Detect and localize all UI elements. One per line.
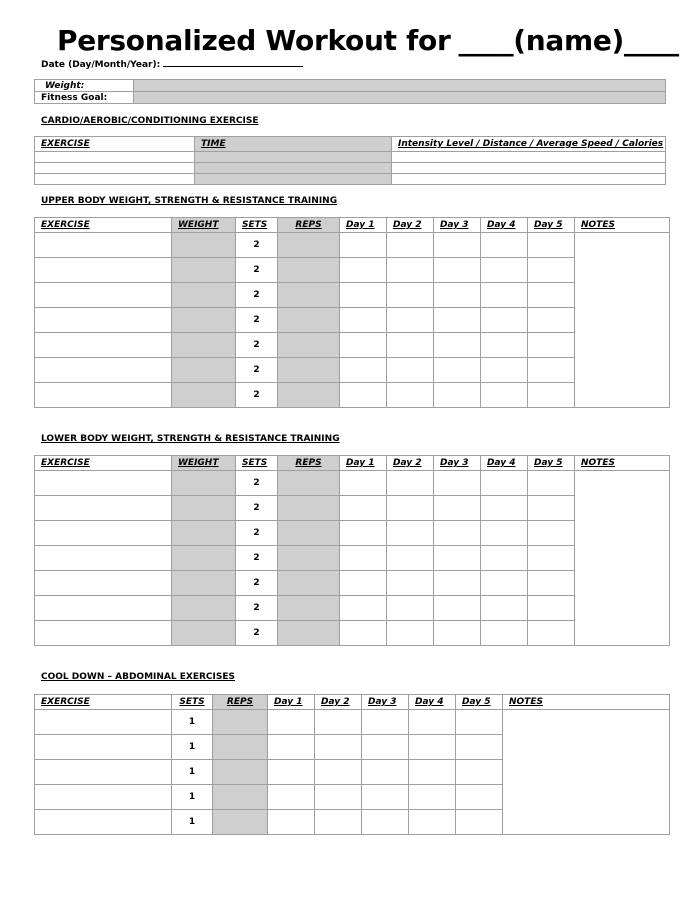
upper-day1-cell[interactable] [340,358,387,383]
cooldown-day5-cell[interactable] [456,710,503,735]
upper-header-day-1: Day 1 [340,218,387,233]
cooldown-exercise-cell[interactable] [35,710,172,735]
lower-exercise-cell[interactable] [35,546,172,571]
lower-exercise-cell[interactable] [35,496,172,521]
cardio-section-title: CARDIO/AEROBIC/CONDITIONING EXERCISE [41,116,259,126]
upper-exercise-cell[interactable] [35,258,172,283]
cardio-cell[interactable] [35,163,195,174]
upper-weight-cell[interactable] [172,358,236,383]
cooldown-day2-cell[interactable] [315,785,362,810]
cardio-header-time: TIME [195,137,392,152]
upper-day2-cell[interactable] [387,358,434,383]
upper-weight-cell[interactable] [172,383,236,408]
upper-day3-cell[interactable] [434,358,481,383]
upper-row [35,383,670,408]
lower-weight-cell[interactable] [172,571,236,596]
lower-weight-cell[interactable] [172,546,236,571]
cooldown-day3-cell[interactable] [362,810,409,835]
lower-row [35,571,670,596]
upper-day5-cell[interactable] [528,383,575,408]
lower-reps-cell[interactable] [278,471,340,496]
lower-weight-cell[interactable] [172,596,236,621]
cooldown-day2-cell[interactable] [315,735,362,760]
cardio-cell[interactable] [392,152,666,163]
cooldown-day2-cell[interactable] [315,760,362,785]
upper-day4-cell[interactable] [481,358,528,383]
lower-exercise-cell[interactable] [35,621,172,646]
cooldown-day3-cell[interactable] [362,785,409,810]
lower-day3-cell[interactable] [434,596,481,621]
cooldown-table [34,694,670,835]
lower-header-day-3: Day 3 [434,456,481,471]
upper-row [35,333,670,358]
lower-day4-cell[interactable] [481,471,528,496]
upper-day4-cell[interactable] [481,258,528,283]
lower-header-day-5: Day 5 [528,456,575,471]
date-field[interactable] [41,59,303,70]
lower-day1-cell[interactable] [340,546,387,571]
lower-row [35,621,670,646]
upper-day2-cell[interactable] [387,308,434,333]
lower-day1-cell[interactable] [340,496,387,521]
upper-reps-cell[interactable] [278,308,340,333]
upper-day3-cell[interactable] [434,308,481,333]
lower-sets-cell: 2 [236,471,278,496]
date-line[interactable] [163,59,303,67]
lower-day5-cell[interactable] [528,571,575,596]
lower-row [35,496,670,521]
cooldown-header-sets: SETS [172,695,213,710]
lower-reps-cell[interactable] [278,596,340,621]
cooldown-day3-cell[interactable] [362,710,409,735]
upper-sets-cell: 2 [236,383,278,408]
lower-sets-cell: 2 [236,496,278,521]
cooldown-exercise-cell[interactable] [35,760,172,785]
lower-day2-cell[interactable] [387,546,434,571]
lower-day5-cell[interactable] [528,546,575,571]
lower-header-sets: SETS [236,456,278,471]
cardio-cell[interactable] [392,163,666,174]
upper-table [34,217,670,408]
lower-exercise-cell[interactable] [35,596,172,621]
lower-header-exercise: EXERCISE [35,456,172,471]
lower-header-notes: NOTES [575,456,670,471]
upper-day2-cell[interactable] [387,258,434,283]
cooldown-header-day-4: Day 4 [409,695,456,710]
lower-header-day-1: Day 1 [340,456,387,471]
lower-exercise-cell[interactable] [35,521,172,546]
lower-weight-cell[interactable] [172,521,236,546]
lower-day4-cell[interactable] [481,546,528,571]
upper-weight-cell[interactable] [172,283,236,308]
lower-weight-cell[interactable] [172,621,236,646]
lower-header-reps: REPS [278,456,340,471]
cooldown-header-day-5: Day 5 [456,695,503,710]
lower-sets-cell: 2 [236,521,278,546]
lower-day3-cell[interactable] [434,496,481,521]
lower-day1-cell[interactable] [340,521,387,546]
upper-day4-cell[interactable] [481,383,528,408]
upper-day2-cell[interactable] [387,383,434,408]
upper-notes-cell[interactable] [575,233,670,408]
lower-header-day-2: Day 2 [387,456,434,471]
cooldown-day1-cell[interactable] [268,760,315,785]
lower-header-weight: WEIGHT [172,456,236,471]
cooldown-header-day-3: Day 3 [362,695,409,710]
upper-day1-cell[interactable] [340,233,387,258]
upper-day4-cell[interactable] [481,283,528,308]
cooldown-reps-cell[interactable] [213,735,268,760]
upper-exercise-cell[interactable] [35,283,172,308]
cooldown-day2-cell[interactable] [315,810,362,835]
lower-day3-cell[interactable] [434,621,481,646]
upper-row [35,233,670,258]
upper-exercise-cell[interactable] [35,308,172,333]
cooldown-section-title: COOL DOWN – ABDOMINAL EXERCISES [41,672,235,682]
lower-day4-cell[interactable] [481,571,528,596]
lower-exercise-cell[interactable] [35,571,172,596]
upper-sets-cell: 2 [236,258,278,283]
upper-header-day-3: Day 3 [434,218,481,233]
upper-day3-cell[interactable] [434,233,481,258]
upper-day2-cell[interactable] [387,283,434,308]
upper-reps-cell[interactable] [278,383,340,408]
upper-day5-cell[interactable] [528,283,575,308]
cooldown-day3-cell[interactable] [362,760,409,785]
cooldown-day1-cell[interactable] [268,710,315,735]
cooldown-day5-cell[interactable] [456,785,503,810]
cooldown-sets-cell: 1 [172,785,213,810]
cooldown-day5-cell[interactable] [456,760,503,785]
upper-row [35,258,670,283]
upper-day5-cell[interactable] [528,358,575,383]
cooldown-day3-cell[interactable] [362,735,409,760]
date-label: Date (Day/Month/Year): [41,60,161,70]
lower-reps-cell[interactable] [278,496,340,521]
cooldown-header-day-2: Day 2 [315,695,362,710]
cooldown-day4-cell[interactable] [409,735,456,760]
lower-day3-cell[interactable] [434,571,481,596]
cooldown-sets-cell: 1 [172,735,213,760]
cooldown-header-day-1: Day 1 [268,695,315,710]
fitness-goal-label: Fitness Goal: [35,92,134,104]
cooldown-day5-cell[interactable] [456,810,503,835]
upper-reps-cell[interactable] [278,233,340,258]
upper-sets-cell: 2 [236,283,278,308]
upper-day4-cell[interactable] [481,308,528,333]
upper-header-day-5: Day 5 [528,218,575,233]
lower-day4-cell[interactable] [481,496,528,521]
upper-header-exercise: EXERCISE [35,218,172,233]
lower-day5-cell[interactable] [528,621,575,646]
lower-day5-cell[interactable] [528,521,575,546]
lower-reps-cell[interactable] [278,571,340,596]
upper-day5-cell[interactable] [528,333,575,358]
cooldown-sets-cell: 1 [172,810,213,835]
upper-row [35,283,670,308]
upper-day4-cell[interactable] [481,233,528,258]
upper-reps-cell[interactable] [278,333,340,358]
cooldown-sets-cell: 1 [172,760,213,785]
cardio-table [34,136,666,185]
cooldown-day1-cell[interactable] [268,735,315,760]
upper-sets-cell: 2 [236,233,278,258]
lower-day2-cell[interactable] [387,596,434,621]
cooldown-day5-cell[interactable] [456,735,503,760]
upper-day3-cell[interactable] [434,383,481,408]
cooldown-sets-cell: 1 [172,710,213,735]
cardio-cell[interactable] [35,152,195,163]
upper-header-notes: NOTES [575,218,670,233]
cardio-time-cell[interactable] [195,152,392,163]
cooldown-reps-cell[interactable] [213,710,268,735]
lower-reps-cell[interactable] [278,621,340,646]
lower-day4-cell[interactable] [481,521,528,546]
cooldown-day1-cell[interactable] [268,785,315,810]
lower-reps-cell[interactable] [278,546,340,571]
cardio-cell[interactable] [35,174,195,185]
upper-day1-cell[interactable] [340,283,387,308]
upper-day5-cell[interactable] [528,258,575,283]
cooldown-day2-cell[interactable] [315,710,362,735]
upper-section-title: UPPER BODY WEIGHT, STRENGTH & RESISTANCE TRAINING [41,196,338,206]
lower-sets-cell: 2 [236,546,278,571]
lower-row [35,546,670,571]
lower-day1-cell[interactable] [340,471,387,496]
upper-weight-cell[interactable] [172,308,236,333]
lower-sets-cell: 2 [236,596,278,621]
title-name-blank[interactable]: ____(name)____ [458,24,679,57]
upper-day1-cell[interactable] [340,308,387,333]
cooldown-day4-cell[interactable] [409,710,456,735]
upper-day5-cell[interactable] [528,308,575,333]
lower-day3-cell[interactable] [434,521,481,546]
upper-reps-cell[interactable] [278,283,340,308]
cooldown-header-notes: NOTES [503,695,670,710]
cardio-header-exercise: EXERCISE [35,137,195,152]
upper-exercise-cell[interactable] [35,333,172,358]
lower-exercise-cell[interactable] [35,471,172,496]
upper-weight-cell[interactable] [172,333,236,358]
weight-input[interactable] [134,80,666,92]
upper-exercise-cell[interactable] [35,383,172,408]
lower-day4-cell[interactable] [481,596,528,621]
lower-table [34,455,670,646]
upper-day3-cell[interactable] [434,333,481,358]
cooldown-day1-cell[interactable] [268,810,315,835]
upper-sets-cell: 2 [236,358,278,383]
upper-header-reps: REPS [278,218,340,233]
lower-day1-cell[interactable] [340,621,387,646]
upper-day4-cell[interactable] [481,333,528,358]
upper-weight-cell[interactable] [172,233,236,258]
lower-day5-cell[interactable] [528,471,575,496]
upper-day2-cell[interactable] [387,233,434,258]
lower-day1-cell[interactable] [340,596,387,621]
lower-day5-cell[interactable] [528,596,575,621]
upper-exercise-cell[interactable] [35,233,172,258]
cooldown-notes-cell[interactable] [503,710,670,835]
lower-sets-cell: 2 [236,621,278,646]
lower-sets-cell: 2 [236,571,278,596]
upper-weight-cell[interactable] [172,258,236,283]
upper-reps-cell[interactable] [278,258,340,283]
upper-day1-cell[interactable] [340,333,387,358]
lower-row [35,471,670,496]
upper-sets-cell: 2 [236,308,278,333]
lower-day2-cell[interactable] [387,521,434,546]
info-table [34,79,666,104]
lower-section-title: LOWER BODY WEIGHT, STRENGTH & RESISTANCE TRAINING [41,434,340,444]
upper-row [35,358,670,383]
cooldown-exercise-cell[interactable] [35,785,172,810]
upper-day1-cell[interactable] [340,383,387,408]
cardio-time-cell[interactable] [195,174,392,185]
cooldown-reps-cell[interactable] [213,760,268,785]
upper-day1-cell[interactable] [340,258,387,283]
lower-day5-cell[interactable] [528,496,575,521]
upper-row [35,308,670,333]
lower-day3-cell[interactable] [434,471,481,496]
cooldown-day4-cell[interactable] [409,810,456,835]
cooldown-reps-cell[interactable] [213,810,268,835]
lower-weight-cell[interactable] [172,471,236,496]
cooldown-exercise-cell[interactable] [35,810,172,835]
lower-day2-cell[interactable] [387,571,434,596]
upper-header-day-4: Day 4 [481,218,528,233]
lower-row [35,596,670,621]
cardio-time-cell[interactable] [195,163,392,174]
lower-notes-cell[interactable] [575,471,670,646]
upper-day3-cell[interactable] [434,283,481,308]
lower-row [35,521,670,546]
lower-day2-cell[interactable] [387,621,434,646]
cooldown-header-exercise: EXERCISE [35,695,172,710]
cardio-cell[interactable] [392,174,666,185]
fitness-goal-input[interactable] [134,92,666,104]
upper-reps-cell[interactable] [278,358,340,383]
cooldown-reps-cell[interactable] [213,785,268,810]
upper-header-day-2: Day 2 [387,218,434,233]
cooldown-day4-cell[interactable] [409,760,456,785]
cooldown-exercise-cell[interactable] [35,735,172,760]
page-title [57,24,679,57]
cooldown-header-reps: REPS [213,695,268,710]
upper-exercise-cell[interactable] [35,358,172,383]
upper-header-weight: WEIGHT [172,218,236,233]
upper-sets-cell: 2 [236,333,278,358]
weight-label: Weight: [35,80,134,92]
lower-reps-cell[interactable] [278,521,340,546]
upper-day5-cell[interactable] [528,233,575,258]
upper-header-sets: SETS [236,218,278,233]
title-prefix: Personalized Workout for [57,24,451,57]
lower-day4-cell[interactable] [481,621,528,646]
lower-day1-cell[interactable] [340,571,387,596]
lower-day2-cell[interactable] [387,496,434,521]
cooldown-day4-cell[interactable] [409,785,456,810]
lower-weight-cell[interactable] [172,496,236,521]
lower-header-day-4: Day 4 [481,456,528,471]
upper-day3-cell[interactable] [434,258,481,283]
lower-day2-cell[interactable] [387,471,434,496]
cooldown-row [35,710,670,735]
upper-day2-cell[interactable] [387,333,434,358]
cardio-header-intensity: Intensity Level / Distance / Average Speed / Calories [392,137,666,152]
lower-day3-cell[interactable] [434,546,481,571]
